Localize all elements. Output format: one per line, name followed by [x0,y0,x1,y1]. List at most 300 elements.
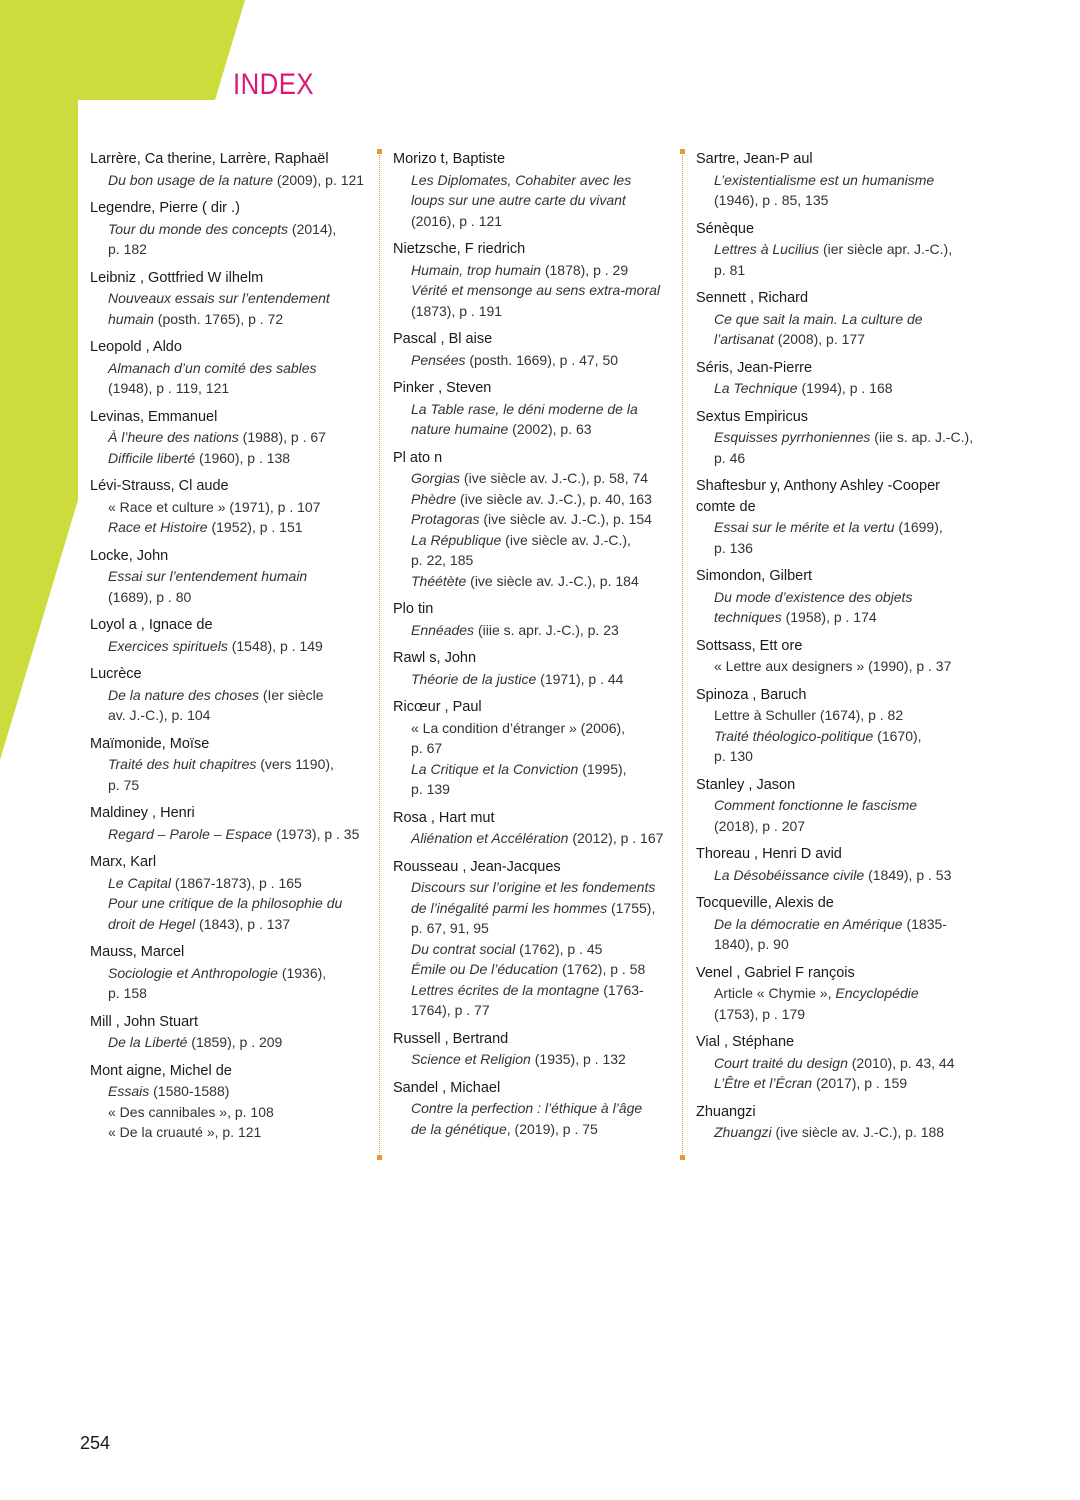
work-title: Théétète [411,572,467,589]
work-reference [696,607,974,628]
work-reference [393,669,671,690]
work-title: Le Capital [108,874,172,891]
work-detail: (1988), p . 67 [238,429,326,445]
index-entry [90,198,368,260]
work-title: Essai sur l’entendement humain [108,568,308,584]
index-entry [90,149,368,190]
work-detail: « De la cruauté », p. 121 [108,1124,262,1140]
work-detail: p. 139 [411,781,450,797]
work-title: Gorgias [411,470,461,486]
work-reference [90,239,368,260]
work-detail: (2018), p . 207 [714,817,806,834]
work-title: Protagoras [411,511,480,527]
author-name: Sandel , Michael [393,1079,501,1096]
work-detail: « Des cannibales », p. 108 [108,1103,274,1120]
work-detail: (1948), p . 119, 121 [108,380,230,396]
work-detail: (iiie s. apr. J.-C.), p. 23 [474,621,619,638]
work-reference [696,726,974,747]
index-entry [696,149,974,211]
work-title: Contre la perfection : l’éthique à l’âge [411,1100,643,1116]
index-entry [393,329,671,370]
work-detail: « Lettre aux designers » (1990), p . 37 [714,658,952,674]
work-reference [90,873,368,894]
work-detail: p. 67, 91, 95 [411,920,489,936]
work-title: Pour une critique de la philosophie du [108,895,343,911]
work-reference [696,1004,974,1025]
work-title: Pensées [411,351,466,368]
work-title: La Table rase, le déni moderne de la [411,400,638,417]
work-reference [393,350,671,371]
work-reference [696,705,974,726]
work-reference [90,427,368,448]
work-reference [393,260,671,281]
index-entry [393,149,671,231]
work-reference [696,448,974,469]
work-detail: Article « Chymie », [714,985,836,1001]
work-detail: (1936), [277,964,327,981]
work-title: La Technique [714,380,798,396]
index-entry [393,648,671,689]
work-detail: (1548), p . 149 [227,637,323,654]
work-reference [393,918,671,939]
work-reference [393,301,671,322]
work-reference [393,419,671,440]
work-detail: (ive siècle av. J.-C.), p. 188 [771,1124,945,1140]
work-reference [393,779,671,800]
work-title: À l’heure des nations [108,429,239,445]
author-name: Pascal , Bl aise [393,331,493,347]
work-title: loups sur une autre carte du vivant [411,192,626,208]
work-title: Essais [108,1083,150,1099]
index-entry [696,844,974,885]
work-title: Ce que sait la main. La culture de [714,310,923,327]
work-title: Traité des huit chapitres [108,756,257,772]
work-title: de l’inégalité parmi les hommes [411,899,608,916]
work-title: Zhuangzi [714,1124,772,1140]
work-reference [90,824,368,845]
author-name: Pinker , Steven [393,380,492,396]
author-name: Legendre, Pierre ( dir .) [90,200,240,216]
work-detail: (Ier siècle [258,686,324,703]
index-entry [696,963,974,1025]
work-detail: (1699), [894,519,943,535]
author-name: Sartre, Jean-P aul [696,151,813,167]
work-detail: (2016), p . 121 [411,212,503,229]
work-reference [393,190,671,211]
work-title: Sociologie et Anthropologie [108,964,278,981]
work-detail: (1689), p . 80 [108,588,192,605]
work-reference [696,656,974,677]
work-detail: (1867-1873), p . 165 [171,874,302,891]
work-reference [90,1102,368,1123]
work-reference [90,378,368,399]
work-reference [393,959,671,980]
work-title: Émile ou De l’éducation [411,961,559,977]
work-reference [90,914,368,935]
author-name: Lucrèce [90,666,142,682]
page-number: 254 [80,1433,111,1453]
author-name: Mauss, Marcel [90,944,185,960]
author-name: Simondon, Gilbert [696,568,813,584]
author-name: Leopold , Aldo [90,339,182,355]
work-reference [393,898,671,919]
index-entry [696,219,974,281]
author-name: Sextus Empiricus [696,408,809,425]
work-reference [393,939,671,960]
author-name: Stanley , Jason [696,776,796,793]
work-title: Almanach d’un comité des sables [108,359,317,376]
index-entry [90,476,368,538]
work-detail: (1843), p . 137 [195,915,291,932]
work-reference [696,378,974,399]
work-title: Tour du monde des concepts [108,220,289,237]
work-detail: (2014), [288,220,337,237]
work-reference [90,636,368,657]
work-detail: p. 22, 185 [411,552,474,568]
index-entry [696,636,974,677]
work-reference [90,1122,368,1143]
author-name: Mill , John Stuart [90,1013,198,1030]
index-entry [90,337,368,399]
work-detail: p. 158 [108,985,147,1001]
index-entry [90,942,368,1004]
author-name: Zhuangzi [696,1103,756,1120]
index-entry [696,685,974,767]
work-reference [696,427,974,448]
work-detail: (2012), p . 167 [568,830,664,846]
work-title: L’existentialisme est un humanisme [714,171,935,188]
index-column [393,149,671,1147]
work-title: La République [411,531,502,548]
work-reference [90,309,368,330]
divider-dot [377,149,382,154]
work-title: De la Liberté [108,1034,188,1050]
work-reference [393,1098,671,1119]
author-name: Pl ato n [393,449,443,466]
work-detail: (1973), p . 35 [272,825,360,842]
work-reference [393,170,671,191]
author-name: Tocqueville, Alexis de [696,895,834,911]
work-reference [696,190,974,211]
author-name: Thoreau , Henri D avid [696,846,842,862]
author-name: Venel , Gabriel F rançois [696,964,855,981]
work-detail: p. 130 [714,748,753,764]
work-reference [90,566,368,587]
work-title: Du contrat social [411,940,516,957]
work-detail: (vers 1190), [256,756,334,772]
index-entry [696,476,974,558]
index-entry [90,803,368,844]
work-reference [393,571,671,592]
author-name: Ricœur , Paul [393,699,482,715]
work-detail: (1835- [902,915,947,932]
work-reference [393,980,671,1001]
work-reference [90,685,368,706]
work-reference [696,587,974,608]
work-reference [696,1073,974,1094]
work-title: Exercices spirituels [108,637,228,654]
work-detail: (iie s. ap. J.-C.), [870,429,974,445]
work-reference [393,280,671,301]
divider-dot [680,149,685,154]
index-entry [393,1078,671,1140]
work-detail: (1755), [607,899,656,916]
index-entry [393,599,671,640]
work-reference [696,934,974,955]
work-detail: p. 136 [714,539,753,556]
work-title: Court traité du design [714,1054,848,1071]
index-entry [393,808,671,849]
work-title: droit de Hegel [108,915,196,932]
work-reference [393,1049,671,1070]
work-reference [90,963,368,984]
work-title: Aliénation et Accélération [411,830,569,846]
work-detail: 1840), p. 90 [714,936,789,952]
work-reference [696,865,974,886]
work-title: Phèdre [411,490,457,507]
work-detail: p. 81 [714,261,746,278]
index-entry [696,1032,974,1094]
work-detail: (1762), p . 45 [515,940,603,957]
work-title: La Désobéissance civile [714,866,865,883]
work-detail: (ive siècle av. J.-C.), p. 154 [479,511,652,527]
author-name: Maldiney , Henri [90,805,195,821]
index-entry [90,734,368,796]
work-detail: (ive siècle av. J.-C.), [501,531,631,548]
work-title: Les Diplomates, Cohabiter avec les [411,171,632,188]
work-title: Difficile liberté [108,449,196,466]
work-title: De la démocratie en Amérique [714,915,903,932]
work-reference [393,1119,671,1140]
index-entry [696,407,974,469]
work-reference [90,587,368,608]
author-name: Levinas, Emmanuel [90,408,218,425]
work-reference [90,517,368,538]
work-detail: (1762), p . 58 [558,961,646,977]
work-detail: av. J.-C.), p. 104 [108,707,211,723]
work-detail: (1995), [578,760,627,777]
work-detail: (1952), p . 151 [207,519,303,535]
work-title: Discours sur l’origine et les fondements [411,879,656,895]
author-name: Leibniz , Gottfried W ilhelm [90,269,264,286]
work-detail: (2009), p. 121 [273,171,365,188]
index-column [90,149,368,1151]
work-reference [696,329,974,350]
work-title: Esquisses pyrrhoniennes [714,429,871,445]
work-detail: (1849), p . 53 [864,866,952,883]
author-name: Locke, John [90,547,169,564]
work-title: Encyclopédie [835,985,919,1001]
author-name: Rosa , Hart mut [393,809,495,826]
author-name: Sottsass, Ett ore [696,637,803,654]
work-detail: (2002), p. 63 [508,421,592,437]
work-title: L’Être et l’Écran [714,1075,813,1091]
work-detail: (1946), p . 85, 135 [714,192,829,208]
work-reference [696,746,974,767]
work-detail: (1873), p . 191 [411,302,503,319]
work-title: humain [108,310,154,327]
work-reference [696,170,974,191]
work-detail: (1859), p . 209 [187,1034,283,1050]
work-detail: (posth. 1669), p . 47, 50 [465,351,619,368]
work-reference [393,718,671,739]
work-detail: (1763- [599,981,644,998]
work-reference [393,738,671,759]
work-detail: (1971), p . 44 [536,670,624,687]
index-entry [393,378,671,440]
work-reference [393,211,671,232]
author-name: Morizo t, Baptiste [393,151,506,167]
work-title: nature humaine [411,421,509,437]
work-title: Race et Histoire [108,519,208,535]
author-name: Russell , Bertrand [393,1030,509,1047]
work-reference [90,983,368,1004]
work-detail: p. 46 [714,449,746,466]
work-reference [393,877,671,898]
work-detail: (1670), [873,727,922,744]
author-name: Marx, Karl [90,854,157,870]
work-detail: (1753), p . 179 [714,1005,806,1022]
work-title: Théorie de la justice [411,670,537,687]
work-detail: (2010), p. 43, 44 [847,1054,955,1071]
work-reference [393,530,671,551]
work-detail: p. 75 [108,776,140,793]
work-title: l’artisanat [714,331,774,347]
work-reference [393,759,671,780]
work-title: Essai sur le mérite et la vertu [714,519,895,535]
work-reference [696,983,974,1004]
author-name: Vial , Stéphane [696,1034,795,1050]
work-detail: « La condition d’étranger » (2006), [411,719,626,736]
work-title: La Critique et la Conviction [411,760,579,777]
divider-dot [680,1155,685,1160]
work-detail: (1878), p . 29 [540,261,629,278]
index-entry [90,407,368,469]
index-entry [90,1061,368,1143]
work-detail: (ive siècle av. J.-C.), p. 40, 163 [456,490,652,507]
author-name: Rawl s, John [393,650,477,666]
work-detail: « Race et culture » (1971), p . 107 [108,498,321,515]
work-reference [90,497,368,518]
index-entry [696,566,974,628]
work-title: techniques [714,609,782,625]
work-reference [696,260,974,281]
author-name: Larrère, Ca therine, Larrère, Raphaël [90,151,329,167]
author-name: Rousseau , Jean-Jacques [393,858,561,875]
work-reference [90,1032,368,1053]
index-entry [90,268,368,330]
index-entry [393,239,671,321]
index-entry [696,288,974,350]
work-reference [90,754,368,775]
work-reference [696,1053,974,1074]
work-detail: p. 182 [108,241,147,257]
index-entry [696,775,974,837]
index-entry [90,1012,368,1053]
index-entry [90,615,368,656]
work-reference [696,239,974,260]
work-reference [90,358,368,379]
author-name: Séris, Jean-Pierre [696,359,813,376]
work-title: De la nature des choses [108,686,259,703]
work-reference [696,1122,974,1143]
work-detail: (1935), p . 132 [530,1051,626,1067]
work-title: Nouveaux essais sur l’entendement [108,290,330,306]
work-reference [393,620,671,641]
work-reference [696,309,974,330]
work-reference [90,288,368,309]
work-reference [696,816,974,837]
work-reference [90,775,368,796]
work-title: de la génétique [411,1120,507,1137]
index-entry [393,448,671,592]
work-reference [393,828,671,849]
work-title: Du bon usage de la nature [108,171,274,188]
work-detail: (ive siècle av. J.-C.), p. 58, 74 [460,470,649,486]
work-title: Comment fonctionne le fascisme [714,797,918,813]
index-entry [393,1029,671,1070]
work-reference [90,705,368,726]
index-column [696,149,974,1151]
author-name: Sennett , Richard [696,290,809,306]
work-title: Lettres écrites de la montagne [411,981,600,998]
work-detail: (1958), p . 174 [781,609,877,625]
index-entry [696,358,974,399]
work-reference [90,219,368,240]
work-detail: (1960), p . 138 [195,449,291,466]
author-name: Sénèque [696,220,755,237]
author-name: Nietzsche, F riedrich [393,241,526,257]
work-detail: (ive siècle av. J.-C.), p. 184 [466,572,639,589]
work-reference [393,550,671,571]
author-name: Maïmonide, Moïse [90,735,210,752]
work-title: Science et Religion [411,1051,531,1067]
work-title: Du mode d’existence des objets [714,588,913,605]
work-detail: p. 67 [411,740,443,756]
author-name: Shaftesbur y, Anthony Ashley -Cooper comte de [696,478,940,515]
work-reference [696,914,974,935]
work-reference [393,1000,671,1021]
page-title: INDEX [233,68,315,101]
index-entry [696,893,974,955]
work-detail: , (2019), p . 75 [506,1120,598,1137]
index-entry [90,664,368,726]
work-reference [696,517,974,538]
work-detail: (1994), p . 168 [797,380,893,396]
author-name: Loyol a , Ignace de [90,617,213,633]
work-title: Ennéades [411,621,475,638]
work-title: Lettres à Lucilius [714,241,820,257]
index-entry [393,697,671,800]
work-detail: (2017), p . 159 [812,1075,908,1091]
work-title: Traité théologico-politique [714,727,874,744]
index-entry [696,1102,974,1143]
author-name: Mont aigne, Michel de [90,1062,232,1079]
author-name: Spinoza , Baruch [696,686,807,703]
work-reference [696,538,974,559]
work-reference [393,399,671,420]
work-detail: (posth. 1765), p . 72 [153,310,284,327]
work-title: Regard – Parole – Espace [108,825,273,842]
work-title: Humain, trop humain [411,261,541,278]
work-detail: (2008), p. 177 [773,331,865,347]
work-reference [90,893,368,914]
author-name: Plo tin [393,601,434,617]
column-divider [682,151,683,1158]
work-detail: 1764), p . 77 [411,1002,490,1018]
index-entry [90,546,368,608]
work-reference [393,468,671,489]
